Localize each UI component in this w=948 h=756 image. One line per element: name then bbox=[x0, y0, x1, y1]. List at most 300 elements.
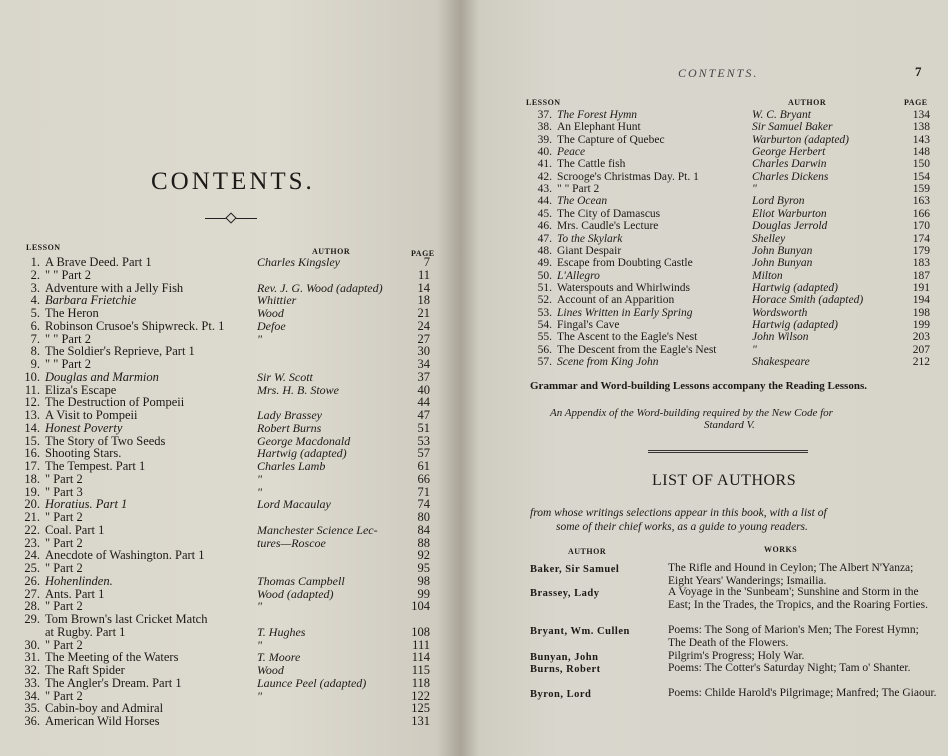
lesson-number: 33. bbox=[24, 675, 40, 690]
lesson-title: at Rugby. Part 1 bbox=[45, 624, 126, 639]
lesson-title: Mrs. Caudle's Lecture bbox=[557, 220, 659, 233]
lesson-number: 36. bbox=[24, 714, 40, 728]
contents-row bbox=[460, 208, 948, 220]
lesson-page: 88 bbox=[417, 535, 430, 550]
lesson-author: " bbox=[257, 688, 263, 703]
lesson-page: 37 bbox=[417, 369, 430, 384]
lesson-number: 7. bbox=[30, 331, 40, 346]
lesson-title: " " Part 2 bbox=[45, 331, 91, 346]
lesson-author: " bbox=[257, 599, 263, 614]
lesson-author: George Macdonald bbox=[257, 433, 351, 448]
lesson-number: 54. bbox=[537, 318, 552, 331]
lesson-author: Lord Macaulay bbox=[257, 497, 331, 512]
contents-row bbox=[0, 537, 460, 549]
lesson-title: The Story of Two Seeds bbox=[45, 433, 166, 448]
lesson-title: " Part 2 bbox=[45, 471, 83, 486]
lesson-page: 148 bbox=[912, 146, 930, 159]
lesson-title: The Heron bbox=[45, 306, 99, 320]
lesson-page: 98 bbox=[417, 573, 430, 588]
lesson-number: 8. bbox=[30, 344, 40, 359]
lesson-number: 22. bbox=[24, 522, 40, 537]
lesson-title: Account of an Apparition bbox=[557, 294, 675, 307]
lesson-title: " Part 2 bbox=[45, 637, 83, 652]
contents-row bbox=[0, 333, 460, 345]
lesson-page: 154 bbox=[912, 170, 930, 183]
contents-row bbox=[460, 220, 948, 232]
contents-row bbox=[460, 331, 948, 343]
lesson-number: 2. bbox=[30, 267, 40, 282]
contents-row bbox=[0, 396, 460, 408]
contents-row bbox=[0, 307, 460, 319]
lesson-number: 6. bbox=[30, 318, 40, 333]
contents-row bbox=[0, 294, 460, 306]
lesson-author: Launce Peel (adapted) bbox=[257, 675, 367, 690]
lesson-number: 32. bbox=[24, 663, 40, 677]
lesson-title: Honest Poverty bbox=[45, 420, 123, 435]
contents-row bbox=[0, 626, 460, 638]
author-column-header-right: AUTHOR bbox=[788, 98, 827, 107]
contents-row bbox=[0, 460, 460, 472]
lesson-page: 99 bbox=[417, 586, 430, 601]
lesson-page: 159 bbox=[912, 183, 930, 196]
ornament-diamond bbox=[225, 212, 236, 223]
lesson-number: 40. bbox=[537, 146, 552, 159]
lesson-author: John Bunyan bbox=[752, 257, 813, 270]
lesson-page: 21 bbox=[417, 306, 430, 320]
lesson-author: Wood (adapted) bbox=[257, 586, 334, 601]
contents-row bbox=[0, 269, 460, 281]
lesson-title: Lines Written in Early Spring bbox=[557, 306, 693, 319]
lesson-page: 84 bbox=[417, 522, 430, 537]
lesson-author: Manchester Science Lec- bbox=[257, 522, 378, 537]
lesson-author: Defoe bbox=[257, 318, 286, 333]
page-column-header-right: PAGE bbox=[904, 98, 928, 107]
lesson-page: 71 bbox=[417, 484, 430, 499]
lesson-page: 150 bbox=[912, 158, 930, 171]
lesson-number: 14. bbox=[24, 420, 40, 435]
lesson-title: The Raft Spider bbox=[45, 663, 125, 677]
lesson-author: Hartwig (adapted) bbox=[752, 281, 838, 294]
lesson-author: Wordsworth bbox=[752, 306, 808, 319]
contents-row bbox=[460, 195, 948, 207]
lesson-author: Wood bbox=[257, 306, 284, 320]
contents-row bbox=[0, 588, 460, 600]
lesson-author: Hartwig (adapted) bbox=[257, 446, 347, 461]
lesson-number: 10. bbox=[24, 369, 40, 384]
lesson-title: Cabin-boy and Admiral bbox=[45, 701, 164, 716]
lesson-page: 199 bbox=[912, 318, 930, 331]
lesson-number: 17. bbox=[24, 459, 40, 473]
lesson-author: " bbox=[257, 637, 263, 652]
running-head: CONTENTS. bbox=[678, 66, 759, 80]
lesson-number: 56. bbox=[537, 343, 552, 356]
lesson-author: Charles Darwin bbox=[752, 158, 827, 171]
lesson-title: American Wild Horses bbox=[45, 714, 160, 728]
lesson-number: 48. bbox=[537, 244, 552, 257]
lesson-page: 7 bbox=[423, 255, 430, 269]
lesson-number: 53. bbox=[537, 306, 552, 319]
contents-row bbox=[0, 549, 460, 561]
lesson-page: 114 bbox=[411, 650, 430, 665]
lesson-title: The Ocean bbox=[557, 195, 608, 208]
author-works: The Rifle and Hound in Ceylon; The Albert N'Yanza; Eight Years' Wanderings; Ismailia. bbox=[668, 562, 914, 587]
lesson-number: 42. bbox=[537, 170, 552, 183]
contents-row bbox=[460, 282, 948, 294]
contents-row bbox=[0, 435, 460, 447]
lesson-author: T. Moore bbox=[257, 650, 301, 665]
lesson-page: 30 bbox=[417, 344, 430, 359]
lesson-number: 52. bbox=[537, 294, 552, 307]
lesson-number: 41. bbox=[537, 158, 552, 171]
contents-row bbox=[460, 121, 948, 133]
contents-row bbox=[460, 183, 948, 195]
right-page bbox=[460, 0, 948, 756]
lesson-author: tures—Roscoe bbox=[257, 535, 326, 550]
lesson-page: 14 bbox=[417, 280, 430, 295]
lesson-page: 207 bbox=[912, 343, 930, 356]
lesson-title: A Brave Deed. Part 1 bbox=[45, 255, 152, 269]
section-rule bbox=[648, 450, 808, 451]
lesson-number: 47. bbox=[537, 232, 552, 245]
lesson-title: " Part 2 bbox=[45, 599, 83, 614]
appendix-note-line2: Standard V. bbox=[704, 419, 755, 431]
authors-author-header: AUTHOR bbox=[568, 547, 607, 556]
lesson-title: The Meeting of the Waters bbox=[45, 650, 179, 665]
lesson-number: 15. bbox=[24, 433, 40, 448]
lesson-author: Lord Byron bbox=[752, 195, 805, 208]
lesson-number: 57. bbox=[537, 356, 552, 368]
lesson-number: 4. bbox=[30, 293, 40, 308]
lesson-page: 66 bbox=[417, 471, 430, 486]
contents-row bbox=[460, 344, 948, 356]
lesson-title: Douglas and Marmion bbox=[45, 369, 159, 384]
lesson-number: 28. bbox=[24, 599, 40, 614]
lesson-number: 37. bbox=[537, 109, 552, 121]
lesson-title: The Destruction of Pompeii bbox=[45, 395, 185, 410]
lesson-author: " bbox=[257, 484, 263, 499]
lesson-number: 30. bbox=[24, 637, 40, 652]
contents-row bbox=[0, 715, 460, 727]
lesson-author: Whittier bbox=[257, 293, 297, 308]
lesson-page: 74 bbox=[417, 497, 430, 512]
lesson-number: 21. bbox=[24, 510, 40, 524]
author-column-header: AUTHOR bbox=[312, 247, 351, 256]
lesson-page: 18 bbox=[417, 293, 430, 308]
lesson-author: " bbox=[752, 343, 757, 356]
lesson-number: 3. bbox=[30, 280, 40, 295]
lesson-number: 5. bbox=[30, 306, 40, 320]
lesson-author: Charles Kingsley bbox=[257, 255, 340, 269]
lesson-title: Robinson Crusoe's Shipwreck. Pt. 1 bbox=[45, 318, 225, 333]
lesson-page: 61 bbox=[417, 459, 430, 473]
lesson-number: 19. bbox=[24, 484, 40, 499]
contents-row bbox=[460, 171, 948, 183]
lesson-page: 194 bbox=[912, 294, 930, 307]
lesson-title: To the Skylark bbox=[557, 232, 623, 245]
lesson-title: Shooting Stars. bbox=[45, 446, 122, 461]
page-number: 7 bbox=[915, 64, 922, 79]
lesson-author: Lady Brassey bbox=[257, 408, 322, 422]
lesson-title: Ants. Part 1 bbox=[45, 586, 105, 601]
lesson-author: Mrs. H. B. Stowe bbox=[257, 382, 339, 397]
lesson-page: 111 bbox=[412, 637, 430, 652]
lesson-title: Barbara Frietchie bbox=[45, 293, 137, 308]
contents-row bbox=[460, 146, 948, 158]
lesson-number: 1. bbox=[30, 255, 40, 269]
contents-row bbox=[460, 294, 948, 306]
lesson-title: Fingal's Cave bbox=[557, 318, 620, 331]
lesson-title: The Descent from the Eagle's Nest bbox=[557, 343, 717, 356]
contents-row bbox=[0, 256, 460, 268]
lesson-page: 212 bbox=[912, 356, 930, 368]
authors-works-header: WORKS bbox=[764, 545, 798, 554]
authors-title: LIST OF AUTHORS bbox=[652, 472, 797, 489]
lesson-author: Horace Smith (adapted) bbox=[752, 294, 864, 307]
lesson-page: 203 bbox=[912, 331, 930, 344]
author-name: Baker, Sir Samuel bbox=[530, 564, 620, 575]
lesson-title: Tom Brown's last Cricket Match bbox=[45, 612, 208, 626]
grammar-note: Grammar and Word-building Lessons accompany the Reading Lessons. bbox=[530, 380, 867, 392]
lesson-author: Warburton (adapted) bbox=[752, 133, 850, 146]
contents-row bbox=[0, 677, 460, 689]
lesson-column-header: LESSON bbox=[26, 243, 61, 252]
lesson-page: 11 bbox=[417, 267, 430, 282]
left-page bbox=[0, 0, 460, 756]
lesson-page: 125 bbox=[411, 701, 430, 716]
lesson-page: 104 bbox=[411, 599, 430, 614]
lesson-number: 27. bbox=[24, 586, 40, 601]
contents-row bbox=[460, 356, 948, 368]
author-name: Brassey, Lady bbox=[530, 588, 600, 599]
lesson-title: Giant Despair bbox=[557, 244, 622, 257]
lesson-page: 122 bbox=[411, 688, 430, 703]
lesson-title: Scene from King John bbox=[557, 356, 659, 368]
lesson-title: " Part 2 bbox=[45, 510, 83, 524]
contents-row bbox=[460, 307, 948, 319]
lesson-page: 143 bbox=[912, 133, 930, 146]
lesson-number: 49. bbox=[537, 257, 552, 270]
lesson-number: 29. bbox=[24, 612, 40, 626]
lesson-author: Hartwig (adapted) bbox=[752, 318, 838, 331]
lesson-page: 34 bbox=[417, 357, 430, 371]
lesson-author: " bbox=[257, 471, 263, 486]
lesson-number: 24. bbox=[24, 548, 40, 563]
contents-row bbox=[460, 134, 948, 146]
author-works: Poems: Childe Harold's Pilgrimage; Manfred; The Giaour. bbox=[668, 687, 937, 699]
lesson-page: 131 bbox=[411, 714, 430, 728]
author-name: Bunyan, John bbox=[530, 652, 599, 663]
lesson-page: 118 bbox=[411, 675, 430, 690]
lesson-number: 51. bbox=[537, 281, 552, 294]
contents-row bbox=[0, 511, 460, 523]
lesson-page: 44 bbox=[417, 395, 430, 410]
lesson-page: 187 bbox=[912, 269, 930, 282]
lesson-author: Eliot Warburton bbox=[752, 207, 827, 220]
lesson-title: " Part 2 bbox=[45, 535, 83, 550]
authors-intro-line1: from whose writings selections appear in this book, with a list of bbox=[530, 507, 827, 519]
lesson-title: The Ascent to the Eagle's Nest bbox=[557, 331, 698, 344]
contents-row bbox=[460, 245, 948, 257]
lesson-author: Shakespeare bbox=[752, 356, 810, 368]
lesson-title: Escape from Doubting Castle bbox=[557, 257, 693, 270]
lesson-number: 12. bbox=[24, 395, 40, 410]
contents-row bbox=[0, 409, 460, 421]
lesson-title: " Part 3 bbox=[45, 484, 83, 499]
lesson-number: 45. bbox=[537, 207, 552, 220]
lesson-number: 11. bbox=[24, 382, 40, 397]
lesson-number: 43. bbox=[537, 183, 552, 196]
lesson-number: 39. bbox=[537, 133, 552, 146]
lesson-title: The City of Damascus bbox=[557, 207, 661, 220]
lesson-title: Anecdote of Washington. Part 1 bbox=[45, 548, 205, 563]
contents-row bbox=[0, 702, 460, 714]
lesson-page: 163 bbox=[912, 195, 930, 208]
contents-row bbox=[0, 562, 460, 574]
lesson-title: " Part 2 bbox=[45, 561, 83, 575]
lesson-author: Robert Burns bbox=[257, 420, 322, 435]
lesson-number: 35. bbox=[24, 701, 40, 716]
lesson-number: 9. bbox=[30, 357, 40, 371]
author-works: Pilgrim's Progress; Holy War. bbox=[668, 650, 805, 662]
contents-row bbox=[0, 524, 460, 536]
contents-row bbox=[0, 486, 460, 498]
lesson-page: 183 bbox=[912, 257, 930, 270]
author-works: Poems: The Song of Marion's Men; The Forest Hymn; The Death of the Flowers. bbox=[668, 624, 919, 649]
lesson-title: " " Part 2 bbox=[45, 357, 91, 371]
lesson-title: The Forest Hymn bbox=[557, 109, 638, 121]
lesson-page: 40 bbox=[417, 382, 430, 397]
lesson-page: 179 bbox=[912, 244, 930, 257]
contents-row bbox=[0, 639, 460, 651]
contents-row bbox=[0, 358, 460, 370]
lesson-number: 55. bbox=[537, 331, 552, 344]
contents-row bbox=[460, 319, 948, 331]
lesson-author: Douglas Jerrold bbox=[752, 220, 828, 233]
lesson-title: The Capture of Quebec bbox=[557, 133, 665, 146]
lesson-author: Thomas Campbell bbox=[257, 573, 345, 588]
contents-row bbox=[460, 233, 948, 245]
lesson-number: 46. bbox=[537, 220, 552, 233]
lesson-author: George Herbert bbox=[752, 146, 826, 159]
contents-title: CONTENTS. bbox=[151, 168, 315, 195]
author-name: Byron, Lord bbox=[530, 689, 592, 700]
lesson-page: 80 bbox=[417, 510, 430, 524]
lesson-title: Horatius. Part 1 bbox=[45, 497, 128, 512]
contents-row bbox=[0, 651, 460, 663]
lesson-title: Waterspouts and Whirlwinds bbox=[557, 281, 691, 294]
lesson-number: 23. bbox=[24, 535, 40, 550]
lesson-author: Charles Dickens bbox=[752, 170, 829, 183]
lesson-author: Wood bbox=[257, 663, 284, 677]
lesson-number: 34. bbox=[24, 688, 40, 703]
authors-intro-line2: some of their chief works, as a guide to young readers. bbox=[556, 521, 808, 533]
page-column-header: PAGE bbox=[411, 249, 435, 258]
author-name: Bryant, Wm. Cullen bbox=[530, 626, 630, 637]
lesson-title: The Tempest. Part 1 bbox=[45, 459, 146, 473]
lesson-page: 166 bbox=[912, 207, 930, 220]
lesson-page: 51 bbox=[417, 420, 430, 435]
contents-row bbox=[0, 384, 460, 396]
lesson-title: Coal. Part 1 bbox=[45, 522, 105, 537]
lesson-title: Peace bbox=[557, 146, 586, 159]
contents-row bbox=[0, 320, 460, 332]
contents-row bbox=[0, 345, 460, 357]
lesson-page: 47 bbox=[417, 408, 430, 422]
lesson-title: " Part 2 bbox=[45, 688, 83, 703]
lesson-page: 108 bbox=[411, 624, 430, 639]
author-works: Poems: The Cotter's Saturday Night; Tam o' Shanter. bbox=[668, 662, 911, 674]
lesson-title: Adventure with a Jelly Fish bbox=[45, 280, 184, 295]
lesson-title: " " Part 2 bbox=[45, 267, 91, 282]
lesson-page: 191 bbox=[912, 281, 930, 294]
contents-row bbox=[0, 422, 460, 434]
appendix-note-line1: An Appendix of the Word-building required by the New Code for bbox=[550, 407, 833, 419]
lesson-number: 50. bbox=[537, 269, 552, 282]
lesson-title: A Visit to Pompeii bbox=[45, 408, 138, 422]
lesson-page: 24 bbox=[417, 318, 430, 333]
lesson-number: 18. bbox=[24, 471, 40, 486]
lesson-author: T. Hughes bbox=[257, 624, 306, 639]
lesson-title: Eliza's Escape bbox=[45, 382, 117, 397]
lesson-author: John Wilson bbox=[752, 331, 809, 344]
lesson-title: The Soldier's Reprieve, Part 1 bbox=[45, 344, 195, 359]
lesson-page: 170 bbox=[912, 220, 930, 233]
contents-row bbox=[0, 371, 460, 383]
contents-row bbox=[0, 282, 460, 294]
contents-row bbox=[460, 257, 948, 269]
lesson-number: 16. bbox=[24, 446, 40, 461]
contents-row bbox=[0, 498, 460, 510]
lesson-author: Milton bbox=[752, 269, 783, 282]
lesson-title: The Cattle fish bbox=[557, 158, 626, 171]
contents-row bbox=[0, 575, 460, 587]
lesson-number: 38. bbox=[537, 121, 552, 134]
lesson-page: 115 bbox=[411, 663, 430, 677]
lesson-number: 31. bbox=[24, 650, 40, 665]
lesson-number: 26. bbox=[24, 573, 40, 588]
lesson-number: 20. bbox=[24, 497, 40, 512]
contents-row bbox=[0, 473, 460, 485]
lesson-page: 57 bbox=[417, 446, 430, 461]
lesson-title: Scrooge's Christmas Day. Pt. 1 bbox=[557, 170, 699, 183]
lesson-author: " bbox=[752, 183, 757, 196]
contents-row bbox=[460, 158, 948, 170]
lesson-page: 198 bbox=[912, 306, 930, 319]
section-rule-2 bbox=[648, 452, 808, 453]
contents-row bbox=[460, 109, 948, 121]
contents-row bbox=[460, 270, 948, 282]
author-name: Burns, Robert bbox=[530, 664, 601, 675]
contents-row bbox=[0, 600, 460, 612]
lesson-author: Shelley bbox=[752, 232, 786, 245]
lesson-number: 25. bbox=[24, 561, 40, 575]
lesson-page: 92 bbox=[417, 548, 430, 563]
lesson-author: John Bunyan bbox=[752, 244, 813, 257]
lesson-title: The Angler's Dream. Part 1 bbox=[45, 675, 182, 690]
lesson-author: Charles Lamb bbox=[257, 459, 326, 473]
lesson-page: 134 bbox=[912, 109, 930, 121]
lesson-title: L'Allegro bbox=[557, 269, 600, 282]
contents-row bbox=[0, 447, 460, 459]
lesson-title: " " Part 2 bbox=[557, 183, 600, 196]
lesson-author: Sir Samuel Baker bbox=[752, 121, 833, 134]
lesson-page: 95 bbox=[417, 561, 430, 575]
lesson-author: " bbox=[257, 331, 263, 346]
contents-row bbox=[0, 613, 460, 625]
contents-row bbox=[0, 690, 460, 702]
lesson-number: 13. bbox=[24, 408, 40, 422]
lesson-author: Sir W. Scott bbox=[257, 369, 313, 384]
